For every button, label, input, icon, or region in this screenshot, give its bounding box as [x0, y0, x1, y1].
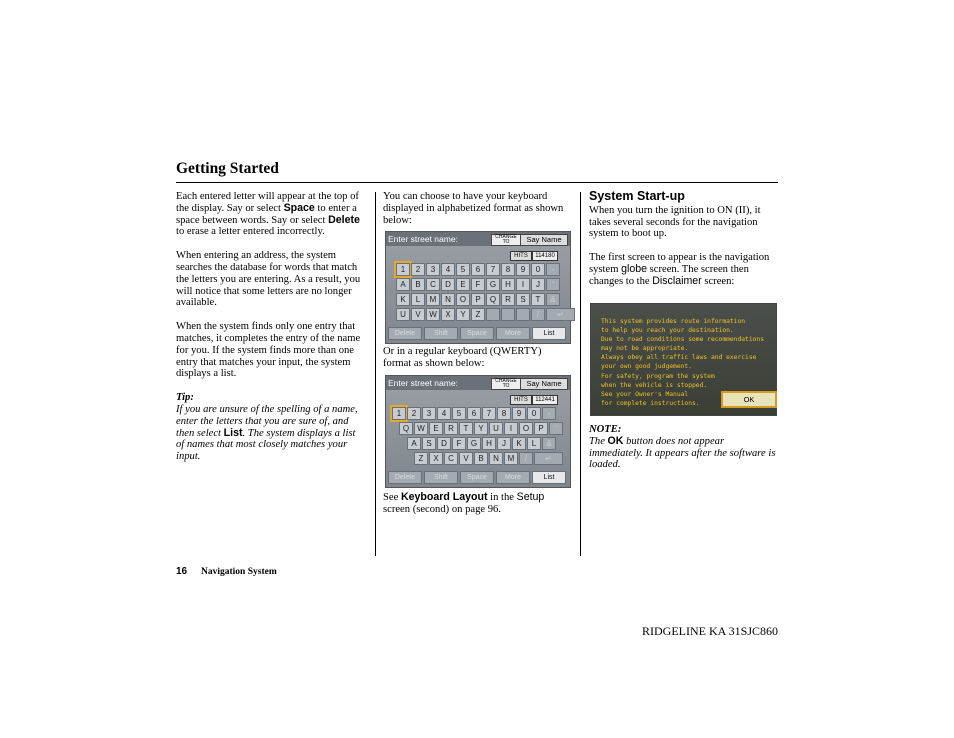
col1-paragraph-2: When entering an address, the system searches the database for words that match the letters you are entering. As a result, you will notice that some letters are no longer available.	[176, 250, 361, 309]
key[interactable]: U	[489, 422, 503, 435]
column-3	[589, 191, 778, 300]
key[interactable]: 8	[497, 407, 511, 420]
key[interactable]: Y	[456, 308, 470, 321]
key[interactable]: O	[456, 293, 470, 306]
key[interactable]: Q	[486, 293, 500, 306]
key[interactable]: /	[519, 452, 533, 465]
column-divider-2	[580, 192, 581, 556]
key[interactable]: P	[471, 293, 485, 306]
key[interactable]: A	[396, 278, 410, 291]
space-button[interactable]: Space	[460, 471, 494, 484]
key[interactable]: K	[396, 293, 410, 306]
key[interactable]: 9	[516, 263, 530, 276]
key[interactable]: 4	[441, 263, 455, 276]
space-button[interactable]: Space	[460, 327, 494, 340]
col1-paragraph-3: When the system finds only one entry that matches, it completes the entry of the name for you. If the system finds more than one entry that matches your input, the system displays a list.	[176, 321, 361, 380]
hits-label: HITS	[510, 395, 532, 405]
column-1	[176, 191, 366, 463]
key[interactable]: L	[527, 437, 541, 450]
key[interactable]: I	[516, 278, 530, 291]
key[interactable]: O	[519, 422, 533, 435]
key[interactable]: C	[426, 278, 440, 291]
key[interactable]: M	[504, 452, 518, 465]
key[interactable]: 0	[531, 263, 545, 276]
key[interactable]: H	[482, 437, 496, 450]
enter-key[interactable]: ↵	[546, 308, 575, 321]
key[interactable]: J	[531, 278, 545, 291]
key[interactable]: 1	[396, 263, 410, 276]
delete-button[interactable]: Delete	[388, 327, 422, 340]
more-button[interactable]: More	[496, 327, 530, 340]
say-name-button[interactable]: Say Name	[520, 378, 568, 390]
key[interactable]: E	[456, 278, 470, 291]
key[interactable]: Z	[414, 452, 428, 465]
key-row	[414, 452, 563, 465]
shift-button[interactable]: Shift	[424, 327, 458, 340]
delete-button[interactable]: Delete	[388, 471, 422, 484]
list-button[interactable]: List	[532, 327, 566, 340]
key[interactable]: L	[411, 293, 425, 306]
change-to-button[interactable]: CHANGE TO	[491, 234, 521, 246]
key[interactable]: D	[441, 278, 455, 291]
disclaimer-text: This system provides route information to help you reach your destination. Due to road conditions some recommendations may not be appropriate. Always obey all traffic laws and exercise your own good judgement. For safety, program the system when the vehicle is stopped. See your Owner's Manual for complete instructions.	[601, 318, 765, 407]
key[interactable]: N	[441, 293, 455, 306]
hits-count: 114180	[532, 251, 558, 261]
key[interactable]: 1	[392, 407, 406, 420]
key[interactable]: /	[531, 308, 545, 321]
disclaimer-screen	[590, 303, 777, 416]
key[interactable]: J	[497, 437, 511, 450]
key[interactable]: 3	[422, 407, 436, 420]
col2-paragraph-1: You can choose to have your keyboard displayed in alphabetized format as shown below:	[383, 191, 564, 226]
key[interactable]: V	[459, 452, 473, 465]
key[interactable]: F	[471, 278, 485, 291]
document-code: RIDGELINE KA 31SJC860	[641, 624, 778, 638]
col3-paragraph-2: The first screen to appear is the navigation system globe screen. The screen then changes to the Disclaimer screen:	[589, 252, 770, 287]
key[interactable]: &	[546, 293, 560, 306]
alphabetical-keyboard-screen	[385, 231, 571, 344]
key[interactable]: G	[486, 278, 500, 291]
key-row	[392, 407, 556, 420]
key[interactable]: S	[516, 293, 530, 306]
key-row	[399, 422, 563, 435]
key[interactable]: 5	[456, 263, 470, 276]
key[interactable]: B	[474, 452, 488, 465]
key[interactable]: 3	[426, 263, 440, 276]
key[interactable]: 9	[512, 407, 526, 420]
hits-count: 112441	[532, 395, 558, 405]
key[interactable]: G	[467, 437, 481, 450]
col1-paragraph-1: Each entered letter will appear at the top of the display. Say or select Space to enter a space between words. Say or select Delete to erase a letter entered incorrectly.	[176, 191, 360, 238]
key-row	[396, 308, 575, 321]
key[interactable]: Y	[474, 422, 488, 435]
key[interactable]: 7	[482, 407, 496, 420]
section-heading: System Start-up	[589, 189, 685, 203]
key-row	[396, 263, 560, 276]
key[interactable]: K	[512, 437, 526, 450]
key[interactable]: S	[422, 437, 436, 450]
shift-button[interactable]: Shift	[424, 471, 458, 484]
key[interactable]: C	[444, 452, 458, 465]
col2-paragraph-3: See Keyboard Layout in the Setup screen (second) on page 96.	[383, 491, 545, 515]
list-button[interactable]: List	[532, 471, 566, 484]
key[interactable]: 8	[501, 263, 515, 276]
key[interactable]: R	[444, 422, 458, 435]
key[interactable]: T	[531, 293, 545, 306]
key[interactable]: -	[546, 263, 560, 276]
key[interactable]: '	[546, 278, 560, 291]
key[interactable]: 2	[411, 263, 425, 276]
key[interactable]: B	[411, 278, 425, 291]
key[interactable]: 2	[407, 407, 421, 420]
key[interactable]	[486, 308, 500, 321]
key[interactable]: Q	[399, 422, 413, 435]
hits-label: HITS	[510, 251, 532, 261]
page-title: Getting Started	[176, 160, 279, 177]
key[interactable]: 6	[467, 407, 481, 420]
key[interactable]: N	[489, 452, 503, 465]
more-button[interactable]: More	[496, 471, 530, 484]
bottom-button-row	[388, 471, 566, 484]
key[interactable]: 4	[437, 407, 451, 420]
key-row	[396, 293, 560, 306]
key[interactable]: D	[437, 437, 451, 450]
key[interactable]: T	[459, 422, 473, 435]
change-to-button[interactable]: CHANGE TO	[491, 378, 521, 390]
footer-title: Navigation System	[201, 567, 277, 577]
key[interactable]: U	[396, 308, 410, 321]
key[interactable]: F	[452, 437, 466, 450]
screen-label: Enter street name:	[388, 378, 458, 388]
column-2	[383, 191, 571, 226]
col2-paragraph-2: Or in a regular keyboard (QWERTY) format as shown below:	[383, 346, 542, 369]
key[interactable]: &	[542, 437, 556, 450]
key-row	[407, 437, 556, 450]
note-text: The OK button does not appear immediately. It appears after the software is loaded.	[589, 434, 776, 471]
key[interactable]: P	[534, 422, 548, 435]
key[interactable]: A	[407, 437, 421, 450]
note	[589, 424, 778, 471]
key-row	[396, 278, 560, 291]
key[interactable]: W	[414, 422, 428, 435]
key[interactable]: M	[426, 293, 440, 306]
say-name-button[interactable]: Say Name	[520, 234, 568, 246]
bottom-button-row	[388, 327, 566, 340]
page-number: 16	[176, 566, 188, 577]
key[interactable]	[516, 308, 530, 321]
key[interactable]: '	[549, 422, 563, 435]
key[interactable]: R	[501, 293, 515, 306]
ok-button[interactable]: OK	[721, 391, 777, 408]
key[interactable]	[501, 308, 515, 321]
key[interactable]: W	[426, 308, 440, 321]
note-label: NOTE:	[589, 424, 622, 435]
tip-text: If you are unsure of the spelling of a name, enter the letters that you are sure of, and then select List. The system displays a list of names that most closely matches your input.	[176, 403, 358, 463]
column-divider-1	[375, 192, 376, 556]
key[interactable]: 7	[486, 263, 500, 276]
key[interactable]: 6	[471, 263, 485, 276]
screen-label: Enter street name:	[388, 234, 458, 244]
col3-paragraph-1: When you turn the ignition to ON (II), it takes several seconds for the navigation system to boot up.	[589, 204, 761, 240]
title-rule	[176, 182, 778, 183]
enter-key[interactable]: ↵	[534, 452, 563, 465]
tip-label: Tip:	[176, 392, 194, 404]
key[interactable]: I	[504, 422, 518, 435]
key[interactable]: X	[429, 452, 443, 465]
key[interactable]: 0	[527, 407, 541, 420]
key[interactable]: Z	[471, 308, 485, 321]
key[interactable]: V	[411, 308, 425, 321]
key[interactable]: 5	[452, 407, 466, 420]
qwerty-keyboard-screen	[385, 375, 571, 488]
key[interactable]: -	[542, 407, 556, 420]
key[interactable]: X	[441, 308, 455, 321]
key[interactable]: H	[501, 278, 515, 291]
key[interactable]: E	[429, 422, 443, 435]
